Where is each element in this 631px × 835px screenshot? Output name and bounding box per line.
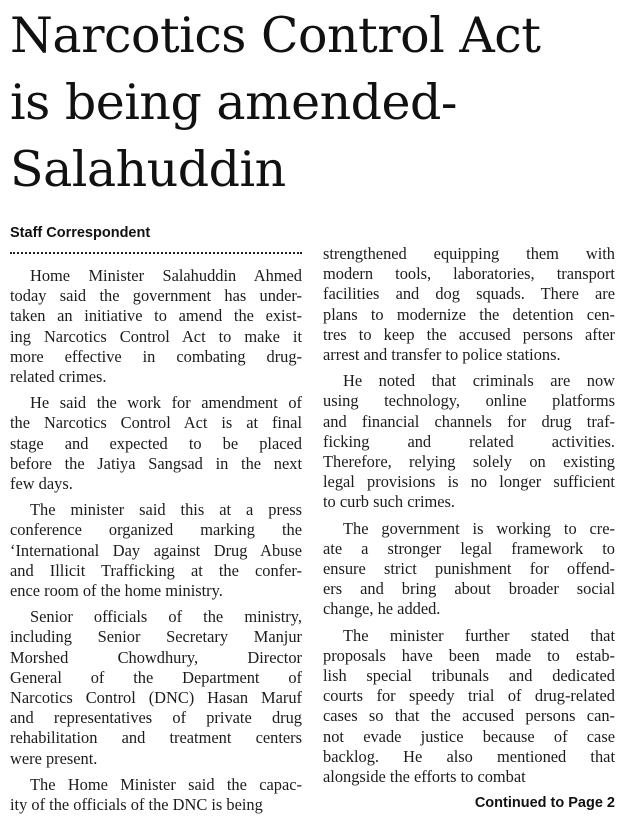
paragraph-line: Senior officials of the ministry, (30, 607, 302, 627)
headline-line: is being amended- (10, 74, 457, 131)
paragraph-line: more effective in combating drug- (10, 346, 302, 366)
paragraph-line: taken an initiative to amend the exist- (10, 306, 302, 326)
paragraph-line: The minister said this at a press (30, 500, 302, 520)
paragraph-line: arrest and transfer to police stations. (323, 345, 561, 365)
paragraph-line: ate a stronger legal framework to (323, 538, 615, 558)
headline-line: Salahuddin (10, 141, 286, 198)
article-column-right (323, 244, 615, 793)
paragraph-line: strengthened equipping them with (323, 244, 615, 263)
headline (10, 2, 625, 203)
paragraph-line: tres to keep the accused persons after (323, 324, 615, 344)
paragraph-line: cases so that the accused persons can- (323, 706, 615, 726)
paragraph-line: General of the Department of (10, 667, 302, 687)
article-paragraph (10, 266, 302, 387)
paragraph-line: ing Narcotics Control Act to make it (10, 326, 302, 346)
article-paragraph (10, 500, 302, 601)
paragraph-line: the Narcotics Control Act is at final (10, 413, 302, 433)
paragraph-line: courts for speedy trial of drug-related (323, 686, 615, 706)
paragraph-line: before the Jatiya Sangsad in the next (10, 453, 302, 473)
paragraph-line: Home Minister Salahuddin Ahmed (30, 266, 302, 285)
paragraph-line: The Home Minister said the capac- (30, 774, 302, 794)
article-paragraph (323, 371, 615, 512)
paragraph-line: Therefore, relying solely on existing (323, 452, 615, 472)
paragraph-line: to curb such crimes. (323, 492, 455, 512)
paragraph-line: modern tools, laboratories, transport (323, 264, 615, 284)
paragraph-line: plans to modernize the detention cen- (323, 304, 615, 324)
paragraph-line: The minister further stated that (343, 625, 615, 645)
paragraph-line: rehabilitation and treatment centers (10, 728, 302, 748)
dotted-divider (10, 252, 302, 254)
paragraph-line: He said the work for amendment of (30, 393, 302, 413)
article-paragraph (323, 244, 615, 365)
article-paragraph (323, 626, 615, 788)
paragraph-line: ficking and related activities. (323, 431, 615, 451)
paragraph-line: facilities and dog squads. There are (323, 284, 615, 304)
paragraph-line: backlog. He also mentioned that (323, 746, 615, 766)
paragraph-line: alongside the efforts to combat (323, 767, 526, 787)
paragraph-line: and Illicit Trafficking at the confer- (10, 560, 302, 580)
article-paragraph (323, 519, 615, 620)
paragraph-line: related crimes. (10, 367, 107, 387)
article-paragraph (10, 393, 302, 494)
paragraph-line: and financial channels for drug traf- (323, 411, 615, 431)
paragraph-line: proposals have been made to estab- (323, 645, 615, 665)
paragraph-line: The government is working to cre- (343, 518, 615, 538)
paragraph-line: He noted that criminals are now (343, 371, 615, 391)
paragraph-line: ensure strict punishment for offend- (323, 559, 615, 579)
paragraph-line: were present. (10, 748, 98, 768)
headline-line: Narcotics Control Act (10, 7, 541, 64)
paragraph-line: conference organized marking the (10, 520, 302, 540)
paragraph-line: ence room of the home ministry. (10, 581, 223, 601)
article-column-left (10, 266, 302, 821)
continued-note: Continued to Page 2 (474, 795, 615, 811)
paragraph-line: and representatives of private drug (10, 708, 302, 728)
article-paragraph (10, 775, 302, 815)
paragraph-line: ers and bring about broader social (323, 579, 615, 599)
paragraph-line: not evade justice because of case (323, 726, 615, 746)
paragraph-line: using technology, online platforms (323, 391, 615, 411)
paragraph-line: stage and expected to be placed (10, 433, 302, 453)
article-paragraph (10, 607, 302, 769)
paragraph-line: Morshed Chowdhury, Director (10, 647, 302, 667)
paragraph-line: ‘International Day against Drug Abuse (10, 540, 302, 560)
byline: Staff Correspondent (10, 225, 151, 241)
paragraph-line: including Senior Secretary Manjur (10, 627, 302, 647)
paragraph-line: Narcotics Control (DNC) Hasan Maruf (10, 688, 302, 708)
paragraph-line: lish special tribunals and dedicated (323, 666, 615, 686)
paragraph-line: few days. (10, 474, 73, 494)
paragraph-line: change, he added. (323, 599, 441, 619)
paragraph-line: today said the government has under- (10, 286, 302, 306)
paragraph-line: ity of the officials of the DNC is being (10, 795, 263, 815)
paragraph-line: legal provisions is no longer sufficient (323, 472, 615, 492)
